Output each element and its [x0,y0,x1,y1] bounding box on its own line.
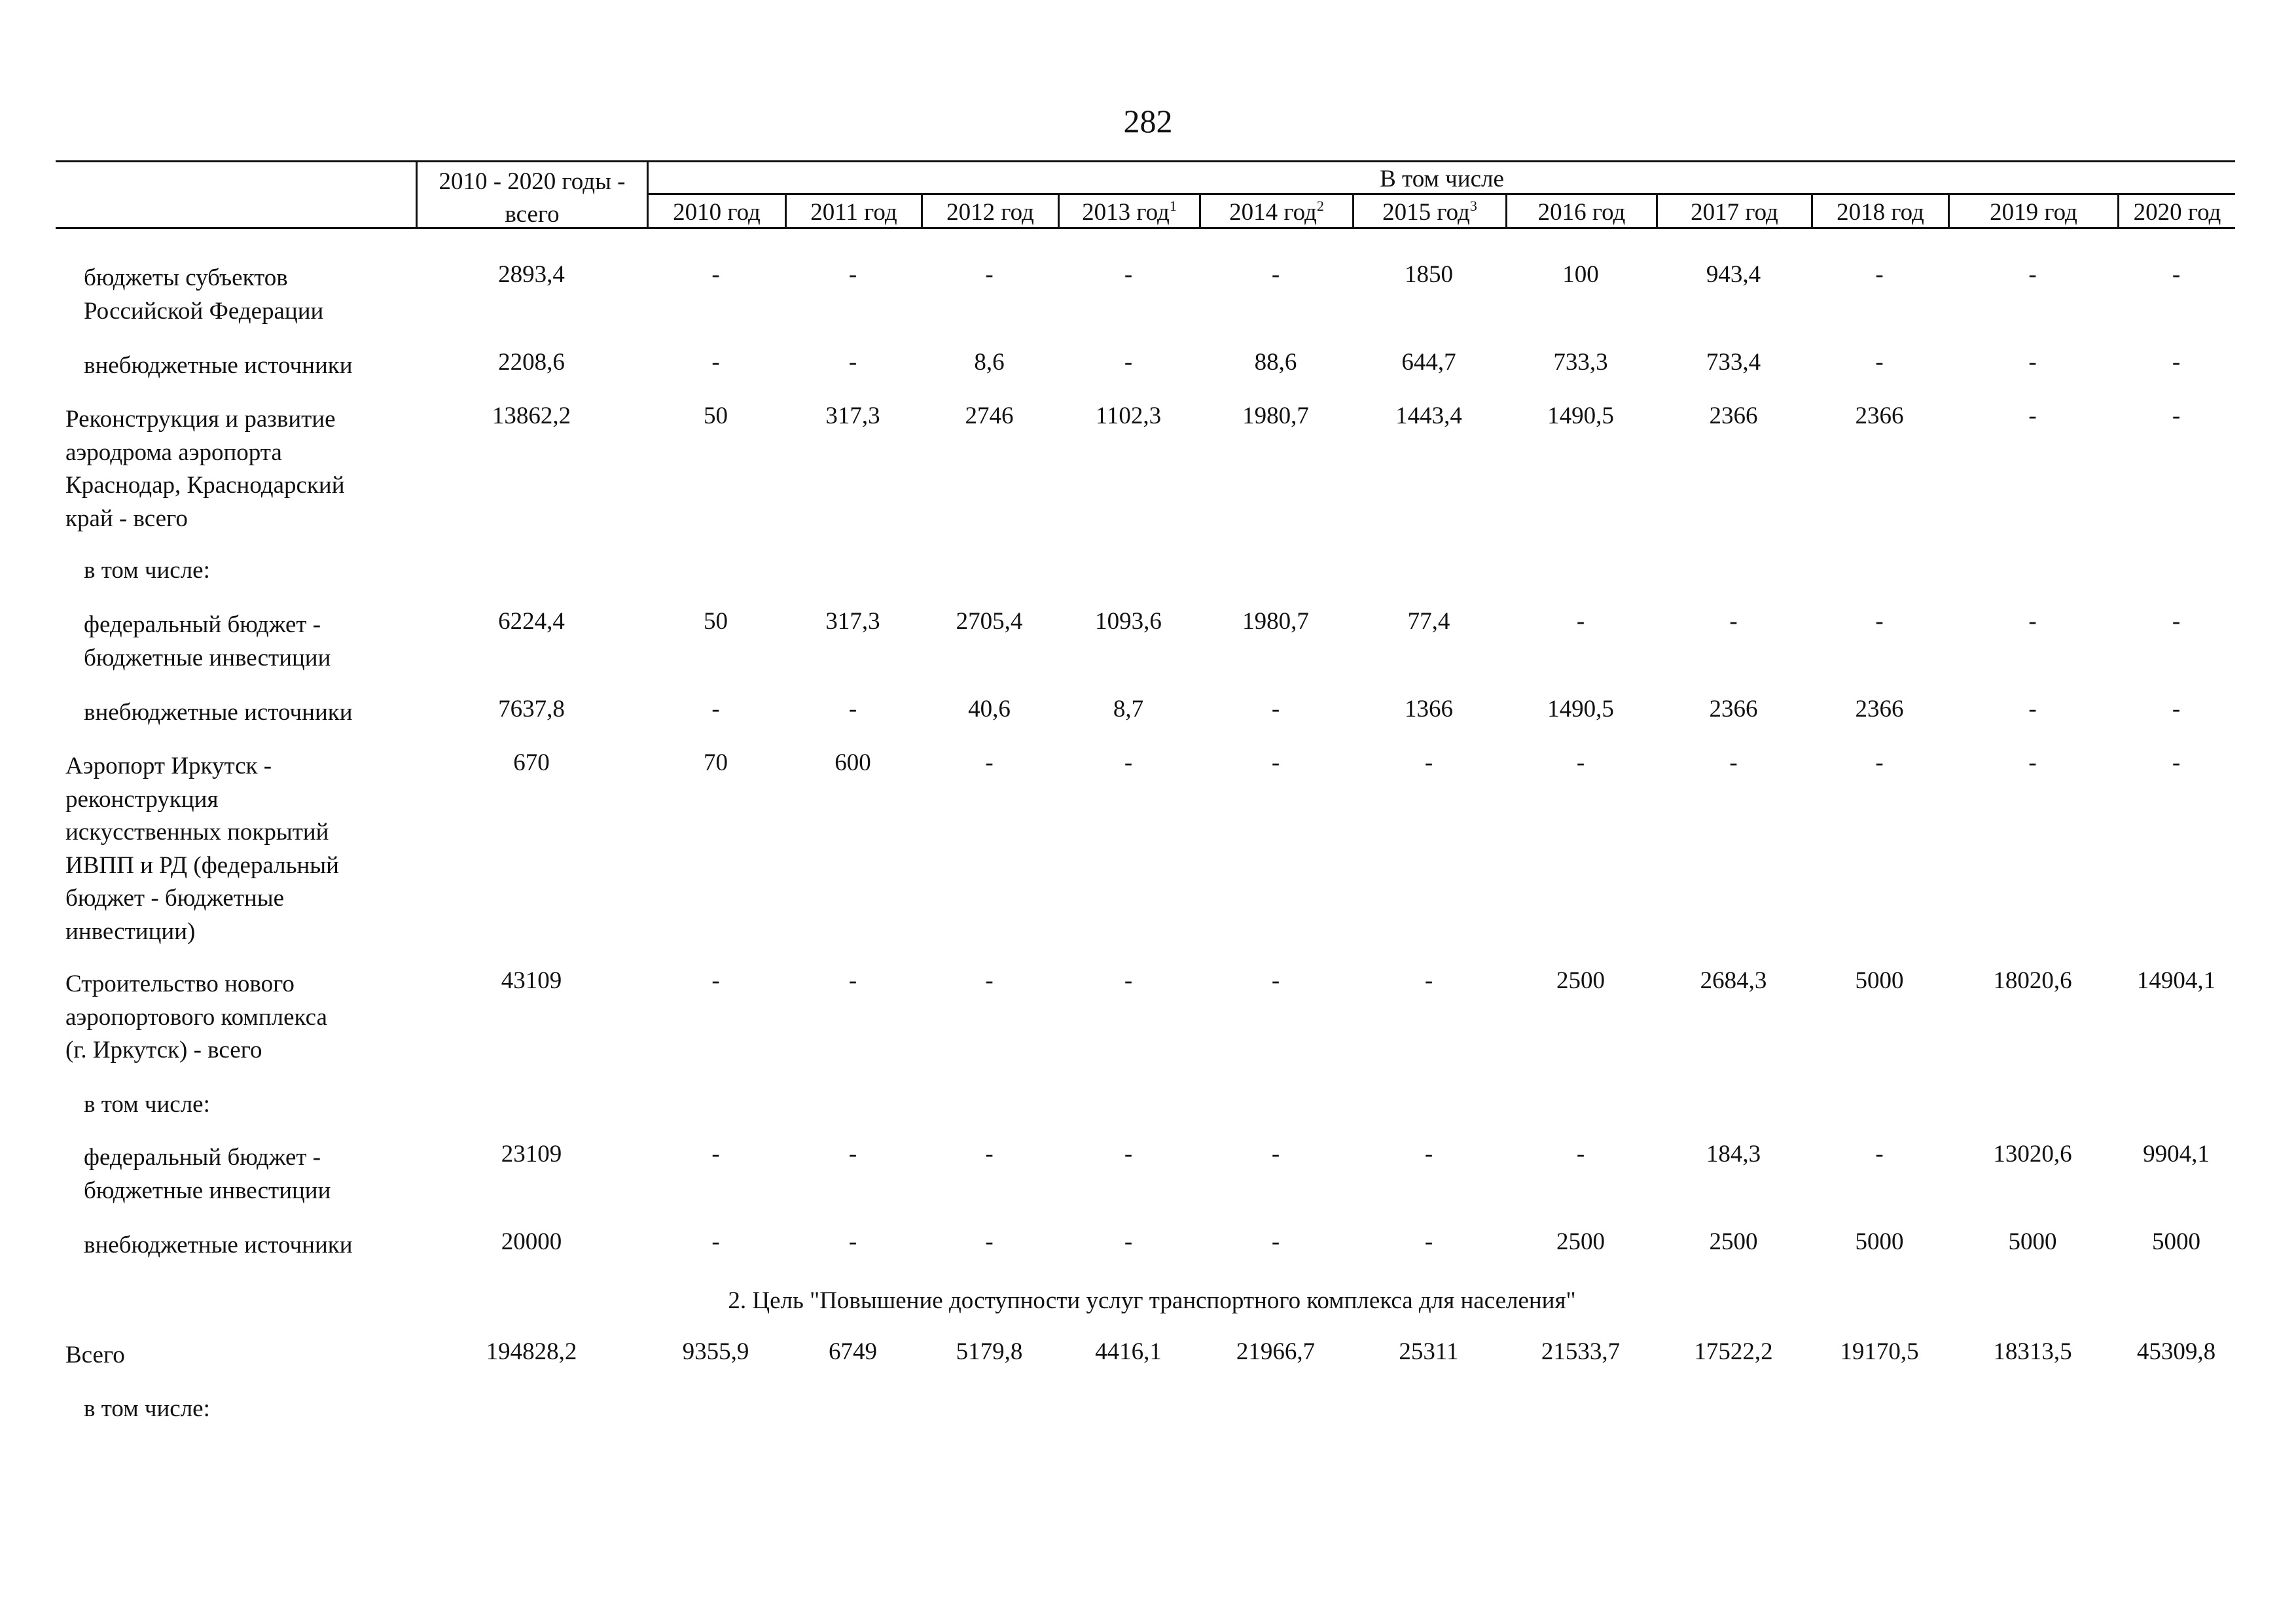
row-value-2016: - [1576,1141,1585,1168]
row-value-2014: - [1271,967,1280,994]
page-number: 282 [1123,103,1173,139]
row-value-2015: 1850 [1405,261,1453,288]
row-total: 20000 [501,1228,562,1255]
row-value-2020: - [2172,349,2181,376]
header-year-label: 2011 год [810,199,897,226]
row-value-2018: 19170,5 [1840,1338,1919,1365]
row-value-2011: - [848,1141,857,1168]
row-value-2012: - [985,749,994,776]
header-year-label: 2010 год [673,199,761,226]
header-year-label: 2019 год [1990,199,2077,226]
header-bottom-rule [56,227,2235,229]
row-value-2017: 2366 [1709,696,1758,722]
row-value-2010: - [711,696,720,722]
header-year-label: 2017 год [1691,199,1778,226]
row-label: в том числе: [84,557,210,584]
row-total: 2893,4 [498,261,565,288]
row-value-2011: - [848,349,857,376]
row-label: внебюджетные источники [84,1232,353,1258]
row-value-2020: 9904,1 [2143,1141,2210,1168]
header-year-2020 [2119,200,2235,224]
row-value-2020: 14904,1 [2136,967,2216,994]
header-year-2015 [1354,200,1505,224]
row-value-2014: 1980,7 [1242,608,1309,635]
header-year-label: 2014 год [1229,199,1317,226]
row-value-2010: 50 [704,608,728,635]
row-value-2018: 2366 [1855,402,1904,429]
row-label: Аэропорт Иркутск - реконструкция искусственных покрытий ИВПП и РД (федеральный бюджет - бюджетные инвестиции) [65,753,339,945]
row-value-2011: 317,3 [825,608,880,635]
header-year-2017 [1658,200,1811,224]
row-value-2011: - [848,967,857,994]
row-value-2015: 1366 [1405,696,1453,722]
row-value-2010: - [711,1228,720,1255]
row-label: федеральный бюджет - бюджетные инвестиции [84,611,331,671]
footnote-mark: 3 [1469,198,1477,214]
row-value-2016: 2500 [1556,1228,1605,1255]
row-value-2020: 45309,8 [2136,1338,2216,1365]
header-group-label: В том числе [1380,166,1504,192]
header-year-label: 2020 год [2133,199,2221,226]
row-value-2015: - [1424,967,1433,994]
row-value-2018: - [1875,261,1884,288]
row-value-2019: 13020,6 [1993,1141,2072,1168]
header-total-column: 2010 - 2020 годы - всего [439,168,626,228]
row-total: 23109 [501,1141,562,1168]
header-year-2018 [1813,200,1948,224]
row-total: 194828,2 [486,1338,577,1365]
row-value-2011: - [848,261,857,288]
row-total: 13862,2 [492,402,571,429]
row-value-2013: - [1124,349,1133,376]
row-value-2017: 2366 [1709,402,1758,429]
row-value-2014: - [1271,1228,1280,1255]
row-value-2010: - [711,967,720,994]
row-value-2012: 2746 [965,402,1014,429]
row-value-2016: - [1576,749,1585,776]
row-total: 2208,6 [498,349,565,376]
row-value-2011: 6749 [829,1338,877,1365]
row-label: федеральный бюджет - бюджетные инвестиции [84,1144,331,1204]
row-value-2012: - [985,1228,994,1255]
year-header-rule [647,193,2235,195]
table-top-rule [56,160,2235,162]
row-value-2010: 70 [704,749,728,776]
row-value-2012: 40,6 [968,696,1011,722]
row-label: внебюджетные источники [84,352,353,379]
row-value-2013: - [1124,1228,1133,1255]
row-value-2014: - [1271,1141,1280,1168]
row-value-2013: 1102,3 [1095,402,1162,429]
row-value-2020: - [2172,261,2181,288]
row-value-2018: - [1875,349,1884,376]
row-value-2017: 184,3 [1706,1141,1761,1168]
row-value-2019: - [2028,749,2037,776]
row-value-2011: 600 [834,749,871,776]
row-value-2019: 5000 [2008,1228,2057,1255]
row-value-2018: - [1875,608,1884,635]
row-value-2015: - [1424,1141,1433,1168]
row-value-2014: 1980,7 [1242,402,1309,429]
row-value-2011: 317,3 [825,402,880,429]
row-value-2017: 733,4 [1706,349,1761,376]
row-value-2016: 733,3 [1553,349,1608,376]
row-label: в том числе: [84,1091,210,1118]
header-year-2016 [1507,200,1656,224]
row-total: 6224,4 [498,608,565,635]
row-value-2010: - [711,1141,720,1168]
row-label: в том числе: [84,1395,210,1422]
row-value-2013: 8,7 [1113,696,1144,722]
row-value-2019: 18020,6 [1993,967,2072,994]
row-value-2020: - [2172,608,2181,635]
row-value-2012: - [985,967,994,994]
row-total: 7637,8 [498,696,565,722]
row-label: бюджеты субъектов Российской Федерации [84,264,324,325]
row-value-2020: - [2172,402,2181,429]
row-value-2012: 2705,4 [956,608,1023,635]
row-label: Всего [65,1342,125,1368]
row-value-2017: 2500 [1709,1228,1758,1255]
header-year-2014 [1201,200,1352,224]
row-value-2010: - [711,349,720,376]
header-year-label: 2016 год [1537,199,1626,226]
row-value-2019: - [2028,608,2037,635]
row-value-2015: - [1424,749,1433,776]
row-value-2014: - [1271,749,1280,776]
row-value-2016: 100 [1562,261,1599,288]
row-value-2018: - [1875,749,1884,776]
header-year-label: 2018 год [1837,199,1924,226]
row-value-2018: 5000 [1855,967,1904,994]
row-value-2018: 5000 [1855,1228,1904,1255]
row-value-2016: 1490,5 [1547,402,1614,429]
row-value-2015: - [1424,1228,1433,1255]
row-value-2019: - [2028,261,2037,288]
row-value-2016: 21533,7 [1541,1338,1621,1365]
row-value-2020: - [2172,749,2181,776]
row-value-2018: 2366 [1855,696,1904,722]
row-total: 43109 [501,967,562,994]
row-value-2013: 1093,6 [1095,608,1162,635]
header-year-2019 [1950,200,2117,224]
header-year-label: 2013 год [1082,199,1170,226]
row-value-2017: - [1729,608,1738,635]
row-value-2011: - [848,1228,857,1255]
row-value-2017: - [1729,749,1738,776]
footnote-mark: 1 [1169,198,1177,214]
row-value-2017: 17522,2 [1694,1338,1773,1365]
footnote-mark: 2 [1316,198,1324,214]
row-value-2019: - [2028,402,2037,429]
row-value-2012: - [985,261,994,288]
row-value-2010: 9355,9 [682,1338,749,1365]
row-value-2010: - [711,261,720,288]
row-value-2016: 1490,5 [1547,696,1614,722]
row-label: внебюджетные источники [84,699,353,726]
row-value-2014: 88,6 [1254,349,1297,376]
row-value-2012: 5179,8 [956,1338,1023,1365]
row-value-2017: 2684,3 [1700,967,1767,994]
header-year-2010 [649,200,785,224]
row-value-2013: - [1124,261,1133,288]
row-total: 670 [513,749,550,776]
row-value-2013: - [1124,967,1133,994]
row-value-2010: 50 [704,402,728,429]
row-value-2014: - [1271,696,1280,722]
row-value-2015: 1443,4 [1395,402,1462,429]
row-value-2015: 644,7 [1401,349,1456,376]
row-value-2014: 21966,7 [1236,1338,1316,1365]
row-value-2015: 25311 [1399,1338,1459,1365]
row-value-2019: - [2028,696,2037,722]
header-year-2011 [787,200,921,224]
header-year-label: 2012 год [946,199,1034,226]
row-value-2019: 18313,5 [1993,1338,2072,1365]
row-value-2013: - [1124,749,1133,776]
header-year-label: 2015 год [1382,199,1470,226]
row-value-2015: 77,4 [1407,608,1450,635]
row-value-2014: - [1271,261,1280,288]
row-value-2011: - [848,696,857,722]
row-value-2020: - [2172,696,2181,722]
section-title: 2. Цель "Повышение доступности услуг транспортного комплекса для населения" [728,1287,1576,1314]
row-value-2012: - [985,1141,994,1168]
row-value-2012: 8,6 [974,349,1005,376]
header-year-2013 [1060,200,1199,224]
row-label: Реконструкция и развитие аэродрома аэропорта Краснодар, Краснодарский край - всего [65,406,345,532]
row-value-2020: 5000 [2152,1228,2200,1255]
header-year-2012 [923,200,1058,224]
row-value-2016: - [1576,608,1585,635]
row-value-2013: 4416,1 [1095,1338,1162,1365]
row-value-2017: 943,4 [1706,261,1761,288]
row-label: Строительство нового аэропортового комплекса (г. Иркутск) - всего [65,971,327,1063]
row-value-2013: - [1124,1141,1133,1168]
row-value-2019: - [2028,349,2037,376]
row-value-2016: 2500 [1556,967,1605,994]
row-value-2018: - [1875,1141,1884,1168]
